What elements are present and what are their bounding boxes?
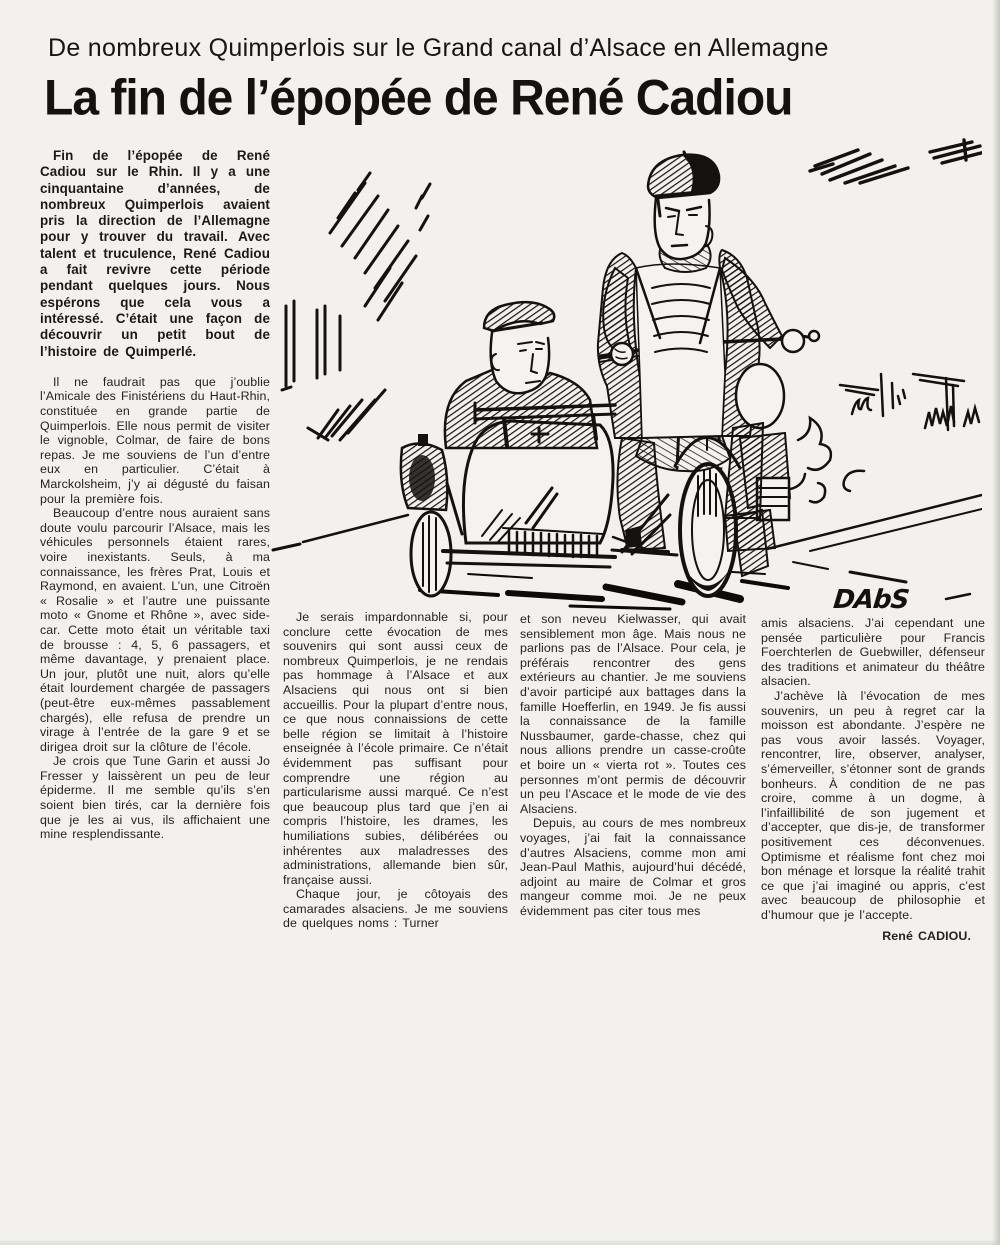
paragraph: Je serais impardonnable si, pour conclure cette évocation de mes souvenirs qui sont aussi ceux de nombreux Quimperlois, je ne rendais pas hommage à l’Alsace et aux Alsaciens qui nous ont si bien accueillis. Pour la plupart d’entre nous, ce que nous connaissions de cette belle région se limitait à l’histoire enseignée à l’école primaire. Ce n’était évidemment pas suffisant pour comprendre une région au particularisme aussi marqué. Ce n’est que beaucoup plus tard que j’en ai compris l’histoire, les drames, les humiliations subies, délibérées ou inhérentes aux maladresses des administrations, allemande bien sûr, française aussi.	[283, 610, 509, 887]
svg-text:DAbS: DAbS	[831, 585, 911, 615]
paragraph: Il ne faudrait pas que j’oublie l’Amicale des Finistériens du Haut-Rhin, constituée en grande partie de Quimperlois. Elle nous permit de visiter le vignoble, Colmar, de faire de bons repas. Je me souviens de l’un d’entre eux en particulier. C’était à Marckolsheim, j’y ai dégusté du faisan pour la première fois.	[40, 374, 270, 506]
lead-paragraph: Fin de l’épopée de René Cadiou sur le Rhin. Il y a une cinquantaine d’années, de nombreux Quimperlois avaient pris la direction de l’Allemagne pour y trouver du travail. Avec talent et truculence, René Cadiou a fait revivre cette période pendant quelques jours. Nous espérons que cela vous a intéressé. C’était une façon de découvrir un petit bout de l’histoire de Quimperlé.	[40, 148, 270, 359]
background-hatching-top-right	[810, 140, 982, 183]
paragraph: J’achève là l’évocation de mes souvenirs, un peu à regret car la moisson est abondante. J’espère ne pas vous avoir lassés. Voyager, rencontrer, lire, observer, analyser, s’émerveiller, s’étonner sont de grands bonheurs. À condition de ne pas croire, comme à un dogme, à l’infaillibilité de son jugement et d’accepter, que dis-je, de transformer positivement ces déconvenues. Optimisme et réalisme font chez moi bon ménage et lorsque la réalité trahit ce que j’ai imaginé ou appris, c’est avec beaucoup de philosophie et d’humour que je l’accepte.	[761, 688, 985, 922]
column-3	[520, 612, 746, 918]
kicker: De nombreux Quimperlois sur le Grand canal d’Alsace en Allemagne	[48, 34, 829, 62]
ground-shadow	[420, 570, 788, 609]
byline: René CADIOU.	[882, 929, 971, 944]
sidecar-passenger	[445, 302, 597, 448]
paragraph: amis alsaciens. J’ai cependant une pensée particulière pour Francis Foerchterlen de Guebwiller, défenseur des traditions et animateur du théâtre alsacien.	[761, 616, 985, 689]
headline: La fin de l’épopée de René Cadiou	[44, 71, 793, 127]
illustrator-signature	[832, 585, 970, 615]
paragraph: Je crois que Tune Garin et aussi Jo Fresser y laissèrent un peu de leur épiderme. Il me semble qu’ils s’en soient bien tirés, car la dernière fois que je les ai vus, ils affichaient une mine resplendissante.	[40, 754, 270, 842]
roadside-marks-right	[840, 374, 979, 491]
column-1	[40, 148, 270, 842]
column-2	[283, 610, 508, 931]
paragraph: Beaucoup d’entre nous auraient sans doute voulu parcourir l’Alsace, mais les véhicules personnels étaient rares, voire inexistants. Seuls, à ma connaissance, les frères Prat, Louis et Raymond, en avaient. L’un, une Citroën « Rosalie » et l’autre une puissante moto « Gnome et Rhône », avec side-car. Cette moto était un véritable taxi de brousse : 4, 5, 6 passagers, et même davantage, y prenaient place. Un jour, plutôt une nuit, alors qu’elle était lourdement chargée de passagers (peut-être eux-mêmes passablement chargés), elle refusa de prendre un virage à l’entrée de la gare 9 et se dirigea droit sur la clôture de l’école.	[40, 506, 270, 754]
column-4	[761, 616, 985, 944]
dust-cloud	[785, 418, 831, 502]
paragraph: Chaque jour, je côtoyais des camarades alsaciens. Je me souviens de quelques noms : Turner	[283, 887, 508, 931]
sidecar-motorcycle-illustration	[270, 138, 982, 616]
illustration-svg	[270, 138, 982, 616]
paragraph: Depuis, au cours de mes nombreux voyages, j’ai fait la connaissance d’autres Alsaciens, comme mon ami Jean-Paul Mathis, aujourd’hui décédé, adjoint au maire de Colmar et gros mangeur comme moi. Je ne peux évidemment pas citer tous mes	[520, 816, 746, 918]
background-hatching-left	[282, 173, 430, 440]
paragraph: et son neveu Kielwasser, qui avait sensiblement mon âge. Mais nous ne parlions pas de l’Alsace. Pour cela, je préférais rencontrer des gens extérieurs au chantier. Je me souviens d’avoir participé aux battages dans la famille Hoefferlin, en 1949. Je fis aussi la connaissance de la famille Nussbaumer, garde-chasse, chez qui nous allions prendre un casse-croûte et boire un « vierta rot ». Toutes ces personnes m’ont permis de découvrir un peu l’Ascace et le mode de vie des Alsaciens.	[520, 612, 746, 816]
